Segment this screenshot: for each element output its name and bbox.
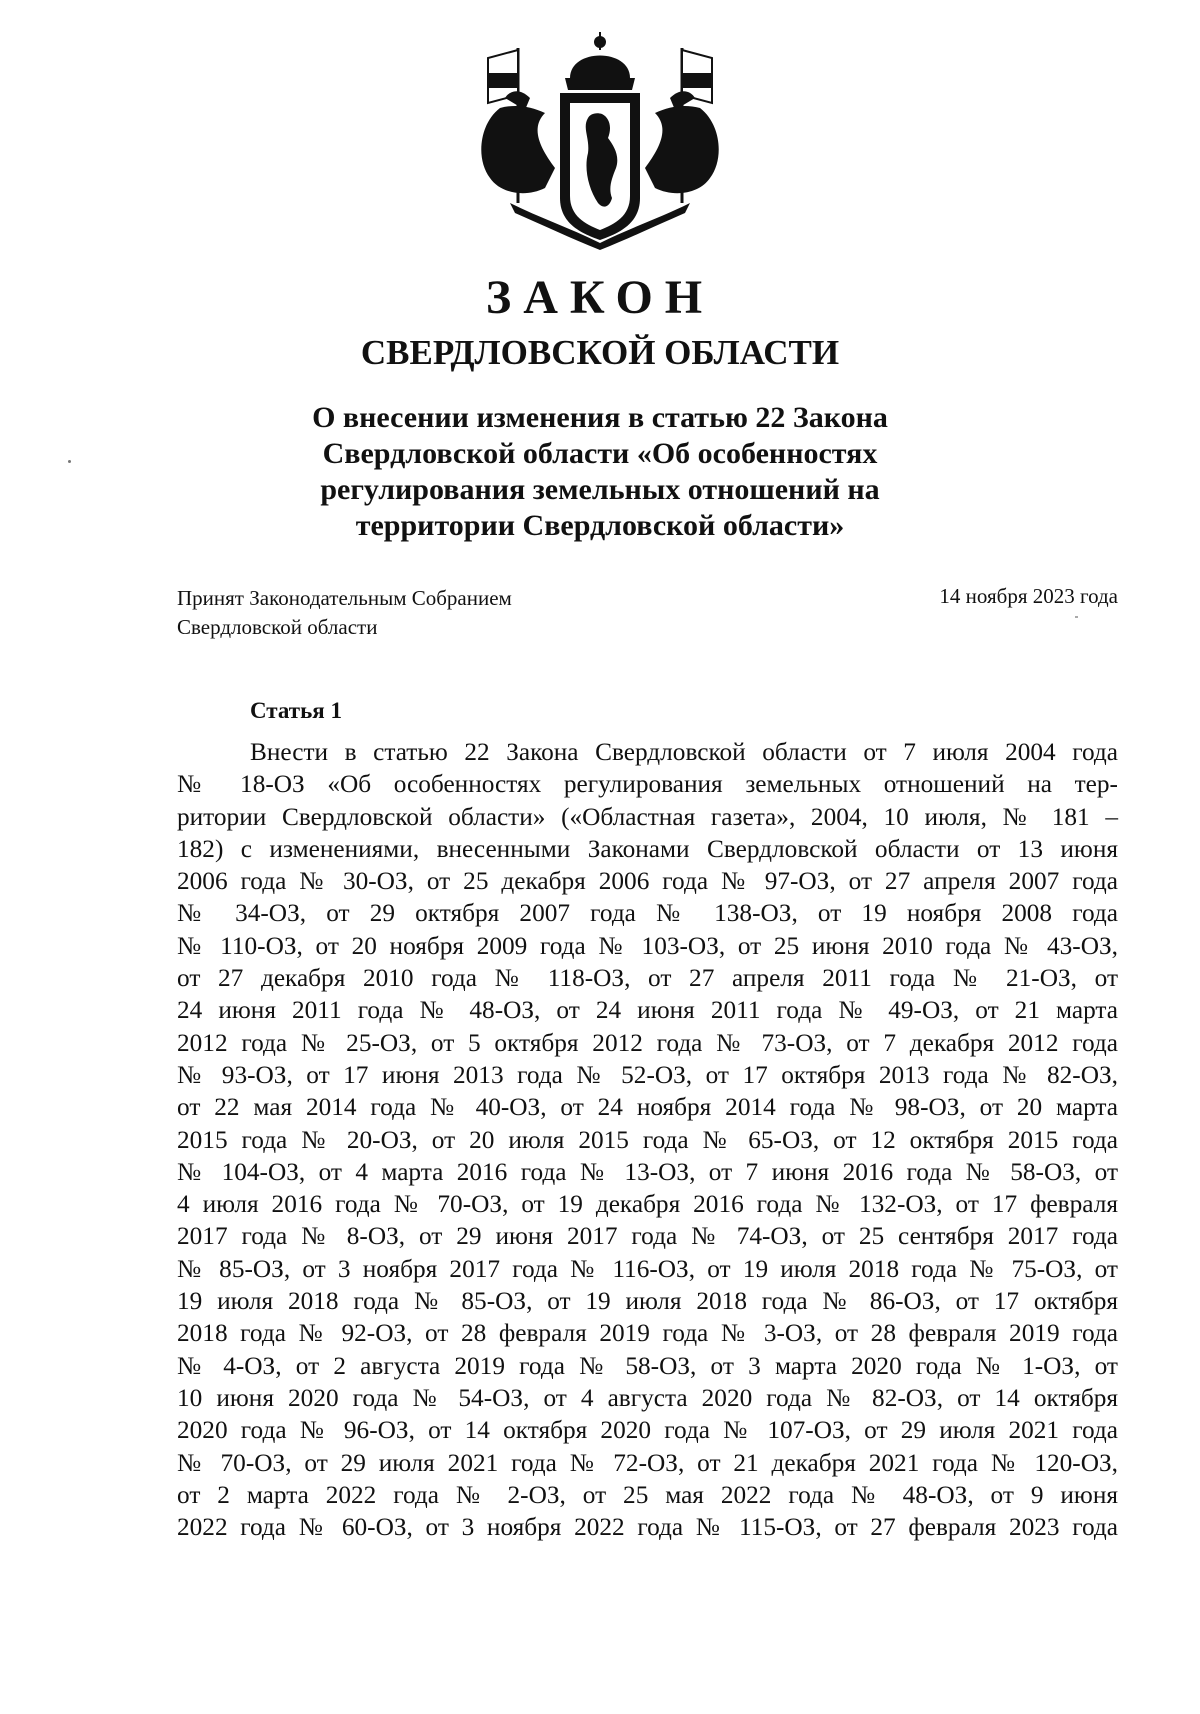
body-line: № 110-ОЗ, от 20 ноября 2009 года № 103-ОЗ, от 25 июня 2010 года № 43-ОЗ, [177,931,1118,960]
adoption-line: Свердловской области [177,615,378,639]
body-line: от 22 мая 2014 года № 40-ОЗ, от 24 ноября 2014 года № 98-ОЗ, от 20 марта [177,1093,1118,1122]
body-line: № 34-ОЗ, от 29 октября 2007 года № 138-ОЗ, от 19 ноября 2008 года [177,899,1118,928]
body-line: № 18-ОЗ «Об особенностях регулирования земельных отношений на тер- [177,770,1118,799]
body-line: 182) с изменениями, внесенными Законами Свердловской области от 13 июня [177,834,1118,863]
body-line: 2017 года № 8-ОЗ, от 29 июня 2017 года № 74-ОЗ, от 25 сентября 2017 года [177,1222,1118,1251]
adoption-date: 14 ноября 2023 года [939,584,1118,608]
adoption-line: Принят Законодательным Собранием [177,586,512,610]
region-heading: СВЕРДЛОВСКОЙ ОБЛАСТИ [360,333,840,372]
article-heading: Статья 1 [250,698,342,723]
body-line: 10 июня 2020 года № 54-ОЗ, от 4 августа 2020 года № 82-ОЗ, от 14 октября [177,1383,1118,1412]
law-title-line: О внесении изменения в статью 22 Закона [312,401,888,434]
body-line: Внести в статью 22 Закона Свердловской области от 7 июля 2004 года [250,738,1118,766]
scan-speck [68,460,71,463]
body-line: № 85-ОЗ, от 3 ноября 2017 года № 116-ОЗ, от 19 июля 2018 года № 75-ОЗ, от [177,1254,1118,1283]
body-line: 24 июня 2011 года № 48-ОЗ, от 24 июня 2011 года № 49-ОЗ, от 21 марта [177,996,1118,1025]
adoption-info [177,584,512,642]
body-line: 19 июля 2018 года № 85-ОЗ, от 19 июля 2018 года № 86-ОЗ, от 17 октября [177,1287,1118,1316]
body-line: 2012 года № 25-ОЗ, от 5 октября 2012 года № 73-ОЗ, от 7 декабря 2012 года [177,1028,1118,1057]
body-line: 4 июля 2016 года № 70-ОЗ, от 19 декабря 2016 года № 132-ОЗ, от 17 февраля [177,1190,1118,1219]
law-title-line: регулирования земельных отношений на [320,473,880,506]
body-line: № 93-ОЗ, от 17 июня 2013 года № 52-ОЗ, от 17 октября 2013 года № 82-ОЗ, [177,1060,1118,1089]
law-type-heading: ЗАКОН [485,271,715,324]
scan-speck [1075,616,1078,618]
body-line: № 104-ОЗ, от 4 марта 2016 года № 13-ОЗ, от 7 июня 2016 года № 58-ОЗ, от [177,1157,1118,1186]
body-line: № 4-ОЗ, от 2 августа 2019 года № 58-ОЗ, от 3 марта 2020 года № 1-ОЗ, от [177,1351,1118,1380]
body-line: 2022 года № 60-ОЗ, от 3 ноября 2022 года № 115-ОЗ, от 27 февраля 2023 года [177,1513,1118,1542]
law-title-line: Свердловской области «Об особенностях [322,437,878,470]
body-line: 2018 года № 92-ОЗ, от 28 февраля 2019 года № 3-ОЗ, от 28 февраля 2019 года [177,1319,1118,1348]
body-line: 2020 года № 96-ОЗ, от 14 октября 2020 года № 107-ОЗ, от 29 июля 2021 года [177,1416,1118,1445]
body-line: от 2 марта 2022 года № 2-ОЗ, от 25 мая 2022 года № 48-ОЗ, от 9 июня [177,1480,1118,1509]
body-line: ритории Свердловской области» («Областная газета», 2004, 10 июля, № 181 – [177,802,1118,831]
law-title-line: территории Свердловской области» [355,509,845,542]
body-line: 2006 года № 30-ОЗ, от 25 декабря 2006 года № 97-ОЗ, от 27 апреля 2007 года [177,867,1118,896]
article-body [177,736,1118,1543]
law-title [200,400,1000,544]
body-line: от 27 декабря 2010 года № 118-ОЗ, от 27 апреля 2011 года № 21-ОЗ, от [177,964,1118,993]
body-line: 2015 года № 20-ОЗ, от 20 июля 2015 года № 65-ОЗ, от 12 октября 2015 года [177,1125,1118,1154]
body-line: № 70-ОЗ, от 29 июля 2021 года № 72-ОЗ, от 21 декабря 2021 года № 120-ОЗ, [177,1448,1118,1477]
coat-of-arms-icon [470,28,730,253]
